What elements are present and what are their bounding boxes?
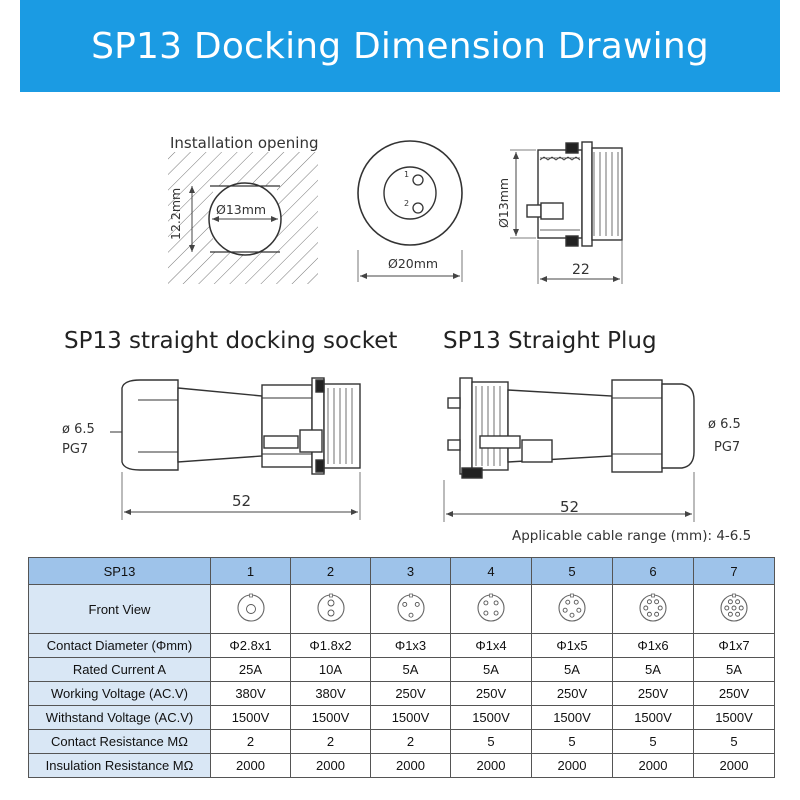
table-cell: Φ1x5 <box>532 634 613 658</box>
table-row <box>29 658 775 682</box>
table-cell: 25A <box>211 658 291 682</box>
table-cell: 5 <box>451 730 532 754</box>
header-cell: 7 <box>694 558 775 585</box>
row-label: Rated Current A <box>29 658 211 682</box>
row-label: Contact Diameter (Φmm) <box>29 634 211 658</box>
face-diameter-label: Ø20mm <box>388 256 439 271</box>
pin-face-icon <box>717 591 751 628</box>
pin-hole <box>402 602 406 606</box>
socket-length: 52 <box>232 492 252 510</box>
header-cell: SP13 <box>29 558 211 585</box>
socket-gland: PG7 <box>62 442 89 457</box>
table-cell: 5A <box>451 658 532 682</box>
pin-hole <box>577 608 581 612</box>
pin-hole <box>246 604 255 613</box>
face-outline <box>318 595 344 621</box>
side-thread-label: Ø13mm <box>496 177 511 228</box>
face-pin-2: 2 <box>404 199 410 208</box>
pin-hole <box>658 606 662 610</box>
spec-rows <box>29 634 775 778</box>
pin-hole <box>563 608 567 612</box>
pin-hole <box>494 611 498 615</box>
table-cell: Φ1x4 <box>451 634 532 658</box>
installation-label: Installation opening <box>170 134 319 152</box>
header-cell: 4 <box>451 558 532 585</box>
pin-hole <box>728 612 732 616</box>
table-cell: 250V <box>613 682 694 706</box>
pin-face-icon <box>474 591 508 628</box>
pin-hole <box>570 613 574 617</box>
pin-hole <box>328 600 334 606</box>
table-cell: 1500V <box>694 706 775 730</box>
opening-height-label: 12.2mm <box>168 187 183 240</box>
table-cell: 380V <box>211 682 291 706</box>
face-key <box>571 594 574 597</box>
table-row <box>29 634 775 658</box>
pin-hole <box>644 606 648 610</box>
pin-hole <box>328 610 334 616</box>
face-outline <box>478 595 504 621</box>
plug-cable-dia: ø 6.5 <box>708 417 741 432</box>
installation-opening-drawing <box>168 152 318 284</box>
table-cell: 2 <box>291 730 371 754</box>
table-cell: 5A <box>532 658 613 682</box>
table-cell: 1500V <box>291 706 371 730</box>
table-cell: 2000 <box>371 754 451 778</box>
pin-hole <box>566 600 570 604</box>
pin-hole <box>655 599 659 603</box>
pin-hole <box>728 599 732 603</box>
table-cell: 1500V <box>451 706 532 730</box>
pin-hole <box>736 612 740 616</box>
pin-face-graphic <box>314 591 348 625</box>
table-cell: 5 <box>613 730 694 754</box>
pin-face-icon <box>234 591 268 628</box>
cable-range-note: Applicable cable range (mm): 4-6.5 <box>512 528 752 544</box>
table-row <box>29 706 775 730</box>
table-row <box>29 682 775 706</box>
table-cell: 250V <box>371 682 451 706</box>
pin-hole <box>647 612 651 616</box>
table-cell: 2000 <box>291 754 371 778</box>
pin-hole <box>732 606 736 610</box>
table-cell: 5A <box>694 658 775 682</box>
face-key <box>490 594 493 597</box>
pin-hole <box>725 606 729 610</box>
table-cell: 2 <box>211 730 291 754</box>
side-length-label: 22 <box>572 262 590 278</box>
pin-hole <box>647 599 651 603</box>
socket-cable-dia: ø 6.5 <box>62 422 95 437</box>
pin-hole <box>655 612 659 616</box>
table-cell: 380V <box>291 682 371 706</box>
table-cell: 2000 <box>694 754 775 778</box>
face-pin-1: 1 <box>404 170 410 179</box>
table-cell: 2000 <box>451 754 532 778</box>
pin-hole <box>574 600 578 604</box>
pin-face-graphic <box>717 591 751 625</box>
row-label: Contact Resistance MΩ <box>29 730 211 754</box>
table-cell: 5 <box>694 730 775 754</box>
table-row <box>29 754 775 778</box>
spec-table <box>28 557 775 778</box>
table-cell: 2000 <box>613 754 694 778</box>
table-cell: 1500V <box>613 706 694 730</box>
face-key <box>329 594 332 597</box>
table-cell: Φ1x7 <box>694 634 775 658</box>
table-cell: 5 <box>532 730 613 754</box>
page-title: SP13 Docking Dimension Drawing <box>91 25 709 67</box>
pin-hole <box>494 600 498 604</box>
header-cell: 5 <box>532 558 613 585</box>
plug-gland: PG7 <box>714 440 741 455</box>
pin-face-icon <box>555 591 589 628</box>
table-cell: 5A <box>371 658 451 682</box>
pin-face-graphic <box>636 591 670 625</box>
pin-face-graphic <box>474 591 508 625</box>
face-key <box>249 594 252 597</box>
front-view-row <box>29 585 775 634</box>
pin-face-graphic <box>394 591 428 625</box>
table-cell: 250V <box>451 682 532 706</box>
pin-face-graphic <box>234 591 268 625</box>
side-view-drawing <box>510 142 622 284</box>
plug-title: SP13 Straight Plug <box>443 328 657 354</box>
row-label: Working Voltage (AC.V) <box>29 682 211 706</box>
pin-face-icon <box>636 591 670 628</box>
header-cell: 3 <box>371 558 451 585</box>
table-cell: 1500V <box>371 706 451 730</box>
title-banner <box>20 0 780 92</box>
table-row <box>29 730 775 754</box>
row-label: Withstand Voltage (AC.V) <box>29 706 211 730</box>
table-cell: Φ1.8x2 <box>291 634 371 658</box>
face-key <box>733 594 736 597</box>
table-cell: 2000 <box>532 754 613 778</box>
table-cell: Φ1x3 <box>371 634 451 658</box>
pin-face-icon <box>394 591 428 628</box>
pin-hole <box>736 599 740 603</box>
pin-face-graphic <box>555 591 589 625</box>
socket-title: SP13 straight docking socket <box>64 328 398 354</box>
header-cell: 6 <box>613 558 694 585</box>
table-cell: 250V <box>532 682 613 706</box>
row-label: Front View <box>29 585 211 634</box>
table-cell: 250V <box>694 682 775 706</box>
face-key <box>652 594 655 597</box>
table-cell: 1500V <box>211 706 291 730</box>
table-cell: 10A <box>291 658 371 682</box>
pin-hole <box>484 611 488 615</box>
pin-face-icon <box>314 591 348 628</box>
table-cell: Φ1x6 <box>613 634 694 658</box>
pin-hole <box>739 606 743 610</box>
table-cell: 2000 <box>211 754 291 778</box>
opening-diameter-label: Ø13mm <box>216 202 267 217</box>
table-cell: 1500V <box>532 706 613 730</box>
header-cell: 1 <box>211 558 291 585</box>
drawings-area <box>0 92 800 552</box>
dimension-drawings <box>0 92 800 552</box>
row-label: Insulation Resistance MΩ <box>29 754 211 778</box>
pin-hole <box>409 613 413 617</box>
table-cell: 2 <box>371 730 451 754</box>
pin-hole <box>415 602 419 606</box>
pin-hole <box>484 600 488 604</box>
table-header-row <box>29 558 775 585</box>
plug-length: 52 <box>560 498 580 516</box>
face-key <box>409 594 412 597</box>
table-cell: Φ2.8x1 <box>211 634 291 658</box>
header-cell: 2 <box>291 558 371 585</box>
table-cell: 5A <box>613 658 694 682</box>
